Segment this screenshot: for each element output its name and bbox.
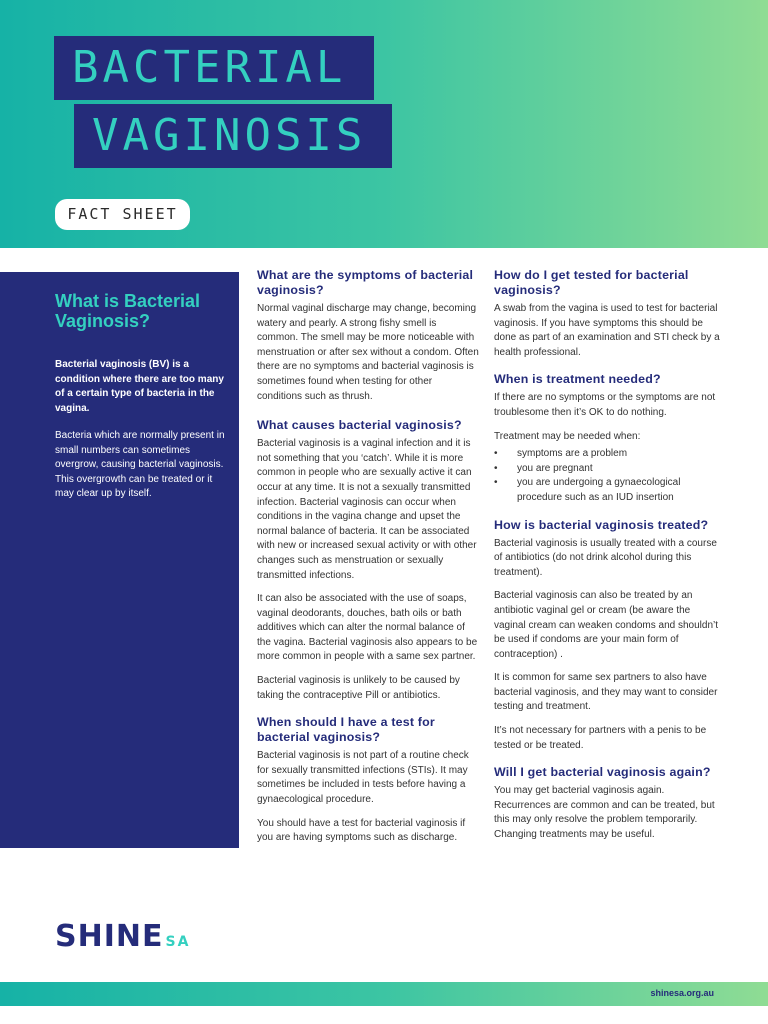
logo-main-text: SHINE — [55, 919, 164, 954]
shine-sa-logo — [55, 919, 191, 954]
treatment-list — [494, 447, 720, 505]
sidebar-intro-body: Bacteria which are normally present in small numbers can sometimes overgrow, causing bacterial vaginosis. This overgrowth can be treated or it may clear up by itself. — [55, 430, 225, 500]
tested-body: A swab from the vagina is used to test for bacterial vaginosis. If you have symptoms this should be done as part of an examination and STI check by a health professional. — [494, 303, 720, 358]
website-url[interactable]: shinesa.org.au — [650, 988, 714, 998]
symptoms-body: Normal vaginal discharge may change, becoming watery and pearly. A strong fishy smell is common. The smell may be more noticeable with menstruation or after sex without a condom. Often there are no symptoms and bacterial vaginosis is sometimes found when testing for other conditions such as thrush. — [257, 303, 479, 402]
test-heading: When should I have a test for bacterial vaginosis? — [257, 715, 435, 745]
test-paragraph-2: You should have a test for bacterial vaginosis if you are having symptoms such as discharge. — [257, 817, 466, 844]
causes-paragraph-1: Bacterial vaginosis is a vaginal infection and it is not something that you ‘catch’. While it is more common in people who are sexually active it can occur at any time. It is not a sexually transmitted infection. Bacterial vaginosis can occur when conditions in the vagina change and upset the normal balance of bacteria. It can be associated with new or increased sexual activity or with other changes such as menstruation or sexually transmitted infections. — [257, 438, 477, 581]
again-body: You may get bacterial vaginosis again. Recurrences are common and can be treated, but this may only resolve the problem temporarily. Changing treatments may be useful. — [494, 785, 715, 841]
causes-paragraph-3: Bacterial vaginosis is unlikely to be caused by taking the contraceptive Pill or antibiotics. — [257, 675, 460, 701]
symptoms-heading: What are the symptoms of bacterial vaginosis? — [257, 268, 474, 297]
right-column — [494, 268, 720, 843]
causes-heading: What causes bacterial vaginosis? — [257, 418, 462, 433]
list-item: • you are pregnant — [494, 462, 720, 477]
tested-heading: How do I get tested for bacterial vaginosis? — [494, 268, 689, 297]
fact-sheet-badge: FACT SHEET — [55, 199, 190, 230]
treated-heading: How is bacterial vaginosis treated? — [494, 517, 709, 532]
list-item: • symptoms are a problem — [494, 447, 720, 462]
causes-paragraph-2: It can also be associated with the use of soaps, vaginal deodorants, douches, bath oils or bath additives which can alter the normal balance of the vagina. Bacterial vaginosis also appears to be more common in people with a same sex partner. — [257, 593, 478, 663]
test-paragraph-1: Bacterial vaginosis is not part of a routine check for sexually transmitted infections (STIs). It may sometimes be included in tests before having a gynaecological procedure. — [257, 750, 469, 806]
treatment-paragraph-2: Treatment may be needed when: — [494, 430, 641, 442]
again-heading: Will I get bacterial vaginosis again? — [494, 765, 711, 780]
sidebar-heading: What is Bacterial Vaginosis? — [55, 291, 201, 331]
header-banner — [0, 0, 768, 248]
treated-paragraph-2: Bacterial vaginosis can also be treated by an antibiotic vaginal gel or cream (be aware the vaginal cream can weaken condoms and shouldn’t be used if condoms are your main form of contraception) . — [494, 590, 719, 660]
middle-column — [257, 268, 479, 846]
treated-paragraph-1: Bacterial vaginosis is usually treated with a course of antibiotics (do not drink alcohol during this treatment). — [494, 537, 717, 578]
logo-suffix-text: SA — [165, 934, 191, 950]
title-line-2: VAGINOSIS — [74, 104, 392, 168]
title-line-1: BACTERIAL — [54, 36, 374, 100]
sidebar-intro-bold: Bacterial vaginosis (BV) is a condition where there are too many of a certain type of bacteria in the vagina. — [55, 359, 224, 414]
treatment-paragraph-1: If there are no symptoms or the symptoms are not troublesome then it’s OK to do nothing. — [494, 392, 716, 418]
sidebar-panel — [0, 272, 239, 848]
treated-paragraph-4: It’s not necessary for partners with a penis to be tested or be treated. — [494, 725, 707, 751]
list-item: • you are undergoing a gynaecological procedure such as an IUD insertion — [494, 476, 720, 505]
footer-bar — [0, 982, 768, 1006]
treatment-heading: When is treatment needed? — [494, 372, 661, 387]
treated-paragraph-3: It is common for same sex partners to also have bacterial vaginosis, and they may want to consider testing and treatment. — [494, 672, 718, 713]
